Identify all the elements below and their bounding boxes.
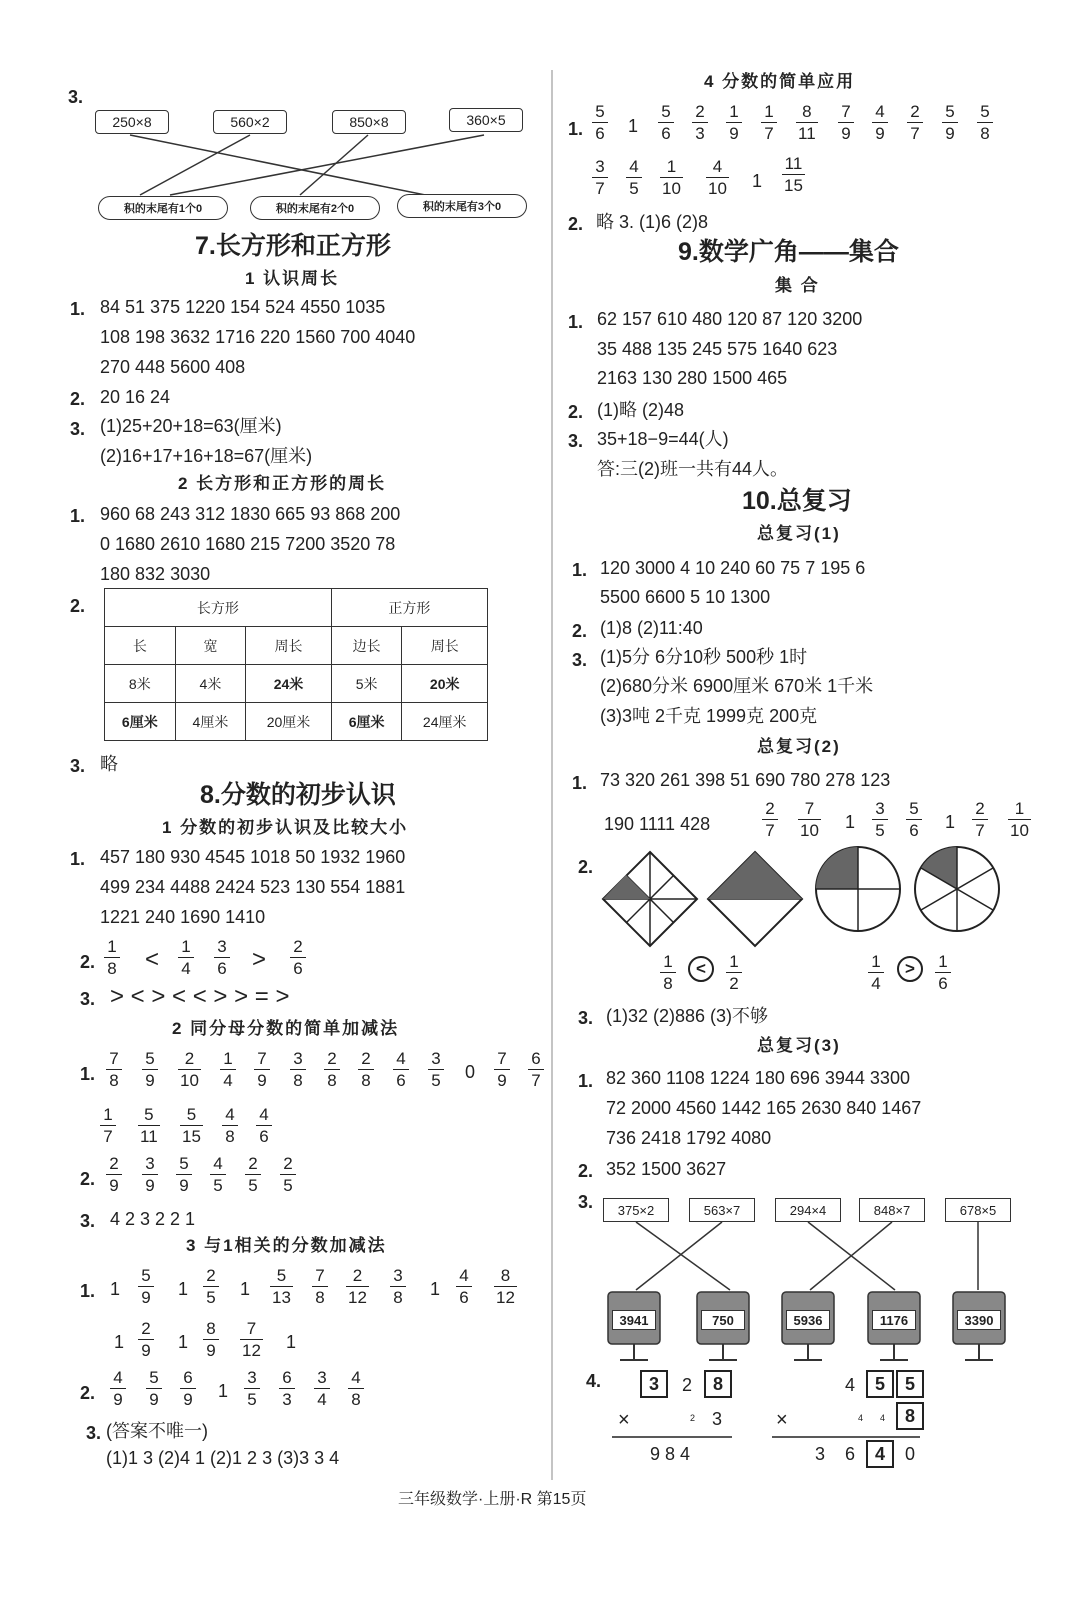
ch8-sub2: 2 同分母分数的简单加减法 [172,1019,400,1038]
result: 9 8 4 [650,1444,691,1464]
answer-line: 20 16 24 [100,387,171,407]
fraction: $\frac{7}{8}$ [312,1267,328,1306]
label: 2. [80,952,96,972]
match-line [140,135,250,195]
answer-line: 35+18−9=44(人) [597,429,729,449]
ch8-title: 8.分数的初步认识 [200,781,396,809]
carry-digit: 4 [858,1413,864,1423]
expr-box-2: 560×2 [213,110,287,134]
answer-line: 4 2 3 2 2 1 [110,1209,196,1229]
fraction: $\frac{2}{9}$ [106,1155,122,1194]
circle-shape-2 [915,847,999,931]
answer-line: 180 832 3030 [100,564,211,584]
fraction: $\frac{1}{7}$ [100,1106,116,1145]
answer-line: (2)16+17+16+18=67(厘米) [100,446,313,466]
answer-value: 1 [114,1332,125,1352]
digit-box: 8 [896,1402,924,1430]
answer-line: (1)5分 6分10秒 500秒 1时 [600,647,808,667]
fraction: $\frac{2}{10}$ [180,1049,199,1090]
fraction: $\frac{4}{9}$ [872,103,888,142]
answer-line: 499 234 4488 2424 523 130 554 1881 [100,877,406,897]
fraction: $\frac{1}{6}$ [935,953,951,992]
expr-box-1: 250×8 [95,110,169,134]
label: 3. [578,1192,594,1212]
carry-digit: 4 [880,1413,886,1423]
review-3-title: 总复习(3) [757,1036,841,1055]
fraction: $\frac{1}{4}$ [178,938,194,977]
label: 1. [568,119,584,139]
fraction: $\frac{7}{8}$ [106,1050,122,1089]
compare-circle: > [897,956,923,982]
mailbox-3: 5936 [786,1310,830,1330]
digit: 3 [712,1409,723,1429]
q3-label: 3. [68,87,84,107]
answer-line: 120 3000 4 10 240 60 75 7 195 6 [600,558,866,578]
digit-box: 4 [866,1440,894,1468]
digit: 2 [682,1375,693,1395]
result-label-1: 积的末尾有1个0 [98,196,228,220]
times-sign: × [776,1409,788,1431]
answer-line: 略 3. (1)6 (2)8 [596,212,709,232]
fraction: $\frac{1}{4}$ [220,1050,236,1089]
table-cell: 6厘米 [105,703,176,741]
label: 2. [568,402,584,422]
label: 4. [586,1371,602,1391]
fraction: $\frac{5}{6}$ [592,103,608,142]
ch10-title: 10.总复习 [742,487,852,515]
answer-value: 1 [110,1279,121,1299]
expr-box-3: 850×8 [332,110,406,134]
fraction: $\frac{5}{9}$ [942,103,958,142]
label: 3. [80,989,96,1009]
label: 1. [70,849,86,869]
label: 3. [80,1211,96,1231]
digit-box: 8 [704,1370,732,1398]
label: 3. [568,431,584,451]
fraction: $\frac{7}{9}$ [494,1050,510,1089]
answer-line: 457 180 930 4545 1018 50 1932 1960 [100,847,406,867]
fraction: $\frac{5}{13}$ [272,1266,291,1307]
page-footer: 三年级数学·上册·R 第15页 [398,1491,587,1508]
fraction: $\frac{2}{5}$ [245,1155,261,1194]
fraction: $\frac{4}{6}$ [393,1050,409,1089]
answer-line: 960 68 243 312 1830 665 93 868 200 [100,504,401,524]
ch8-sub1: 1 分数的初步认识及比较大小 [162,818,409,837]
fraction: $\frac{8}{12}$ [496,1266,515,1307]
table-header: 正方形 [331,589,487,627]
fraction: $\frac{4}{6}$ [256,1106,272,1145]
envelope-4: 848×7 [859,1198,925,1222]
fraction: $\frac{2}{7}$ [972,800,988,839]
result-digit: 0 [905,1444,916,1464]
answer-line: 108 198 3632 1716 220 1560 700 4040 [100,327,416,347]
mailbox-1: 3941 [612,1310,656,1330]
fraction: $\frac{3}{5}$ [244,1369,260,1408]
label: 2. [568,214,584,234]
label: 1. [80,1064,96,1084]
fraction: $\frac{1}{10}$ [1010,799,1029,840]
fraction: $\frac{5}{9}$ [146,1369,162,1408]
fraction: $\frac{1}{7}$ [761,103,777,142]
label: 1. [80,1281,96,1301]
fraction: $\frac{5}{6}$ [658,103,674,142]
fraction: $\frac{4}{5}$ [626,158,642,197]
fraction: $\frac{4}{10}$ [708,157,727,198]
label: 2. [80,1383,96,1403]
fraction: $\frac{5}{9}$ [142,1050,158,1089]
label: 2. [578,1161,594,1181]
fraction: $\frac{3}{5}$ [428,1050,444,1089]
perimeter-table [104,588,488,741]
fraction: $\frac{4}{8}$ [348,1369,364,1408]
table-cell: 8米 [105,665,176,703]
fraction: $\frac{5}{15}$ [182,1105,201,1146]
digit-box: 3 [640,1370,668,1398]
answer-line: 略 [100,754,118,774]
mailbox-5: 3390 [957,1310,1001,1330]
fraction: $\frac{3}{9}$ [142,1155,158,1194]
answer-line: 190 1111 428 [604,814,711,834]
answer-line: 736 2418 1792 4080 [606,1128,772,1148]
times-sign: × [618,1409,630,1431]
digit-box: 5 [896,1370,924,1398]
label: 2. [70,389,86,409]
fraction: $\frac{1}{8}$ [104,938,120,977]
answer-line: (3)3吨 2千克 1999克 200克 [600,706,818,726]
envelope-2: 563×7 [689,1198,755,1222]
compare-circle: < [688,956,714,982]
fraction: $\frac{3}{7}$ [592,158,608,197]
label: 1. [70,506,86,526]
answer-value: 1 [178,1332,189,1352]
ch9-title: 9.数学广角——集合 [678,238,899,266]
fraction: $\frac{1}{10}$ [662,157,681,198]
answer-line: (1)8 (2)11:40 [600,618,703,638]
fraction: $\frac{2}{8}$ [358,1050,374,1089]
answer-line: 1221 240 1690 1410 [100,907,266,927]
answer-line: (2)680分米 6900厘米 670米 1千米 [600,676,874,696]
answer-line: 352 1500 3627 [606,1159,727,1179]
fraction: $\frac{6}{9}$ [180,1369,196,1408]
compare-sign: > [252,946,267,973]
fraction: $\frac{8}{11}$ [798,102,816,143]
answer-line: 35 488 135 245 575 1640 623 [597,339,838,359]
result-digit: 3 [815,1444,826,1464]
fraction: $\frac{7}{10}$ [800,799,819,840]
fraction: $\frac{4}{6}$ [456,1267,472,1306]
label: 1. [572,773,588,793]
table-col: 宽 [175,627,246,665]
fraction: $\frac{1}{4}$ [868,953,884,992]
table-col: 长 [105,627,176,665]
answer-line: 62 157 610 480 120 87 120 3200 [597,309,863,329]
mailbox-4: 1176 [872,1310,916,1330]
label: 3. [572,650,588,670]
review-1-title: 总复习(1) [757,524,841,543]
diamond-shape-1 [603,852,697,946]
answer-value: 1 [845,812,856,832]
answer-value: 1 [945,812,956,832]
fraction: $\frac{2}{5}$ [203,1267,219,1306]
fraction: $\frac{2}{7}$ [907,103,923,142]
answer-line: (答案不唯一) [106,1421,208,1441]
envelope-1: 375×2 [603,1198,669,1222]
ch9-sub: 集 合 [775,276,820,295]
fraction: $\frac{4}{5}$ [210,1155,226,1194]
answer-line: 5500 6600 5 10 1300 [600,587,771,607]
label: 2. [70,596,86,616]
answer-line: (1)1 3 (2)4 1 (2)1 2 3 (3)3 3 4 [106,1448,340,1468]
fraction: $\frac{2}{12}$ [348,1266,367,1307]
table-row [105,703,488,741]
fraction: $\frac{4}{9}$ [110,1369,126,1408]
table-cell: 24厘米 [402,703,488,741]
table-cell: 4厘米 [175,703,246,741]
fraction: $\frac{7}{9}$ [838,103,854,142]
ch8-sub3: 3 与1相关的分数加减法 [186,1236,387,1255]
result-label-2: 积的末尾有2个0 [250,196,380,220]
answer-line: 0 1680 2610 1680 215 7200 3520 78 [100,534,396,554]
fraction: $\frac{2}{9}$ [138,1320,154,1359]
answer-value: 0 [465,1062,476,1082]
answer-line: > < > < < > > = > [110,983,290,1010]
fraction: $\frac{1}{9}$ [726,103,742,142]
answer-line: 84 51 375 1220 154 524 4550 1035 [100,297,386,317]
ch7-title: 7.长方形和正方形 [195,232,391,260]
label: 3. [578,1008,594,1028]
fraction: $\frac{6}{3}$ [279,1369,295,1408]
result-digit: 6 [845,1444,856,1464]
fraction: $\frac{5}{11}$ [140,1105,158,1146]
fraction: $\frac{2}{3}$ [692,103,708,142]
expr-box-4: 360×5 [449,108,523,132]
fraction: $\frac{2}{5}$ [280,1155,296,1194]
answer-value: 1 [218,1381,229,1401]
fraction: $\frac{3}{6}$ [214,938,230,977]
fraction: $\frac{5}{8}$ [977,103,993,142]
answer-value: 1 [286,1332,297,1352]
match-line [810,1222,892,1290]
fraction: $\frac{3}{4}$ [314,1369,330,1408]
circle-shape-1 [816,847,900,931]
label: 3. [70,419,86,439]
label: 2. [578,857,594,877]
fraction: $\frac{3}{8}$ [290,1050,306,1089]
table-col: 周长 [246,627,332,665]
fraction: $\frac{7}{9}$ [254,1050,270,1089]
table-cell: 6厘米 [331,703,402,741]
answer-value: 1 [178,1279,189,1299]
label: 3. [70,756,86,776]
answer-line: 73 320 261 398 51 690 780 278 123 [600,770,891,790]
label: 1. [70,299,86,319]
fraction: $\frac{2}{7}$ [762,800,778,839]
table-col: 边长 [331,627,402,665]
fraction: $\frac{8}{9}$ [203,1320,219,1359]
table-cell: 5米 [331,665,402,703]
label: 1. [578,1071,594,1091]
review-2-title: 总复习(2) [757,737,841,756]
carry-digit: 2 [690,1413,696,1423]
answer-line: 270 448 5600 408 [100,357,246,377]
fraction: $\frac{3}{5}$ [872,800,888,839]
answer-value: 1 [752,171,763,191]
fraction: $\frac{11}{15}$ [784,154,803,195]
envelope-5: 678×5 [945,1198,1011,1222]
fraction: $\frac{5}{9}$ [176,1155,192,1194]
answer-line: 82 360 1108 1224 180 696 3944 3300 [606,1068,910,1088]
table-row [105,665,488,703]
table-header: 长方形 [105,589,332,627]
fraction: $\frac{7}{12}$ [242,1319,261,1360]
diamond-shape-2 [708,852,802,946]
answer-value: 1 [240,1279,251,1299]
fraction: $\frac{6}{7}$ [528,1050,544,1089]
answer-line: (1)32 (2)886 (3)不够 [606,1006,769,1026]
answer-line: (1)25+20+18=63(厘米) [100,416,282,436]
fraction: $\frac{2}{6}$ [290,938,306,977]
answer-line: (1)略 (2)48 [597,400,685,420]
answer-line: 答:三(2)班一共有44人。 [597,459,789,479]
fraction: $\frac{1}{8}$ [660,953,676,992]
digit: 4 [845,1375,856,1395]
answer-line: 2163 130 280 1500 465 [597,368,788,388]
fraction: $\frac{3}{8}$ [390,1267,406,1306]
fraction: $\frac{5}{6}$ [906,800,922,839]
ch7-sub2: 2 长方形和正方形的周长 [178,474,387,493]
answer-value: 1 [430,1279,441,1299]
table-cell: 20米 [402,665,488,703]
label: 1. [568,312,584,332]
label: 2. [572,621,588,641]
fraction: $\frac{1}{2}$ [726,953,742,992]
table-cell: 4米 [175,665,246,703]
table-col: 周长 [402,627,488,665]
answer-line: 72 2000 4560 1442 165 2630 840 1467 [606,1098,922,1118]
digit-box: 5 [866,1370,894,1398]
fraction: $\frac{2}{8}$ [324,1050,340,1089]
answer-value: 1 [628,116,639,136]
fraction: $\frac{5}{9}$ [138,1267,154,1306]
label: 3. [86,1423,102,1443]
match-line [300,135,368,195]
table-cell: 24米 [246,665,332,703]
ch7-sub1: 1 认识周长 [245,269,340,288]
mailbox-2: 750 [701,1310,745,1330]
match-line [170,135,484,195]
match-line [130,135,450,200]
label: 1. [572,560,588,580]
result-label-3: 积的末尾有3个0 [397,194,527,218]
sec4-title: 4 分数的简单应用 [704,72,856,91]
table-cell: 20厘米 [246,703,332,741]
label: 2. [80,1169,96,1189]
fraction: $\frac{4}{8}$ [222,1106,238,1145]
compare-sign: < [145,946,160,973]
envelope-3: 294×4 [775,1198,841,1222]
